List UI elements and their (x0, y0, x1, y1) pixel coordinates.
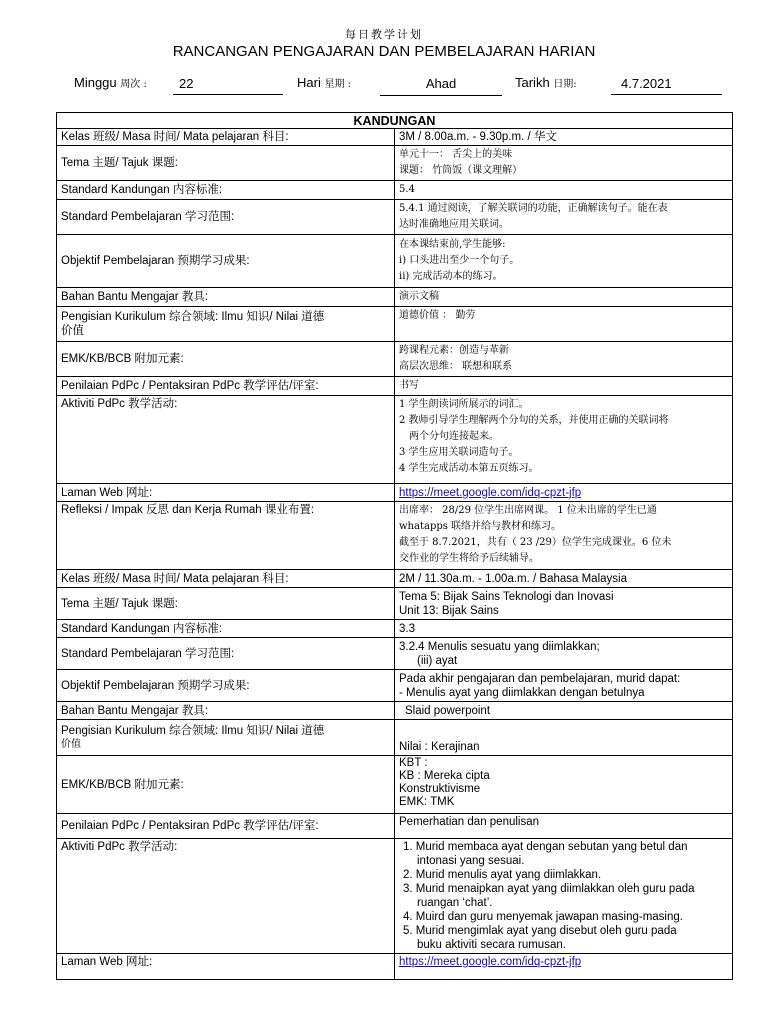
web-label: Laman Web 网址: (57, 484, 395, 502)
list-item: 2 教师引导学生理解两个分句的关系，并使用正确的关联词将 (399, 415, 669, 426)
chinese-title: 每日教学计划 (345, 28, 423, 41)
table-row (57, 638, 733, 670)
table-row (57, 288, 733, 307)
list-item: 2. Murid menulis ayat yang diimlakkan. (403, 869, 602, 881)
table-row (57, 502, 733, 570)
table-row (57, 620, 733, 638)
aktiviti-value (395, 839, 733, 954)
kelas-value: 3M / 8.00a.m. - 9.30p.m. / 华文 (395, 129, 733, 146)
pengisian-label: Pengisian Kurikulum 综合领域: Ilmu 知识/ Nilai 道德 价值 (57, 720, 395, 756)
tarikh-value[interactable]: 4.7.2021 (611, 76, 722, 95)
list-item: 1. Murid membaca ayat dengan sebutan yang betul dan intonasi yang sesuai. (403, 841, 688, 867)
web-label: Laman Web 网址: (57, 954, 395, 980)
objektif-value: Pada akhir pengajaran dan pembelajaran, murid dapat: - Menulis ayat yang diimlakkan dengan betulnya (395, 670, 733, 702)
emk-value: KBT : KB : Mereka cipta Konstruktivisme EMK: TMK (395, 756, 733, 814)
table-row (57, 235, 733, 288)
table-header: KANDUNGAN (57, 113, 733, 129)
sp-value: 3.2.4 Menulis sesuatu yang diimlakkan; (iii) ayat (395, 638, 733, 670)
bbm-value: 演示文稿 (395, 288, 733, 307)
list-item: 4 学生完成活动本第五页练习。 (399, 463, 539, 474)
table-row (57, 307, 733, 342)
bbm-label: Bahan Bantu Mengajar 教具: (57, 288, 395, 307)
table-row (57, 377, 733, 396)
sp-label: Standard Pembelajaran 学习范围: (57, 638, 395, 670)
pengisian-value: 道德价值 ： 勤劳 (395, 307, 733, 342)
refleksi-value: 出席率： 28/29 位学生出席网课。 1 位未出席的学生已通 whatapps 联络并给与教材和练习。 截至于 8.7.2021，共有（ 23 /29）位学生完成课业。6 位未 交作业的学生将给予后续辅导。 (395, 502, 733, 570)
table-row (57, 342, 733, 377)
list-item: 5. Murid mengimlak ayat yang disebut oleh guru pada buku aktiviti secara rumusan. (403, 925, 677, 951)
table-row (57, 756, 733, 814)
objektif-value: 在本课结束前,学生能够: i) 口头进出至少一个句子。 ii) 完成活动本的练习。 (395, 235, 733, 288)
penilaian-label: Penilaian PdPc / Pentaksiran PdPc 教学评估/评室: (57, 814, 395, 839)
pengisian-label: Pengisian Kurikulum 综合领域: Ilmu 知识/ Nilai 道德 价值 (57, 307, 395, 342)
penilaian-value: 书写 (395, 377, 733, 396)
list-item: 4. Muird dan guru menyemak jawapan masing-masing. (403, 911, 683, 923)
table-row (57, 181, 733, 200)
aktiviti-label: Aktiviti PdPc 教学活动: (57, 839, 395, 954)
list-item: 两个分句连接起来。 (409, 431, 499, 442)
table-row (57, 129, 733, 146)
table-row (57, 146, 733, 181)
list-item: 3 学生应用关联词造句子。 (399, 447, 519, 458)
sk-label: Standard Kandungan 内容标准: (57, 181, 395, 200)
table-row (57, 484, 733, 502)
tema-label: Tema 主题/ Tajuk 课题: (57, 146, 395, 181)
table-row (57, 720, 733, 756)
hari-value[interactable]: Ahad (380, 76, 502, 96)
kelas-label: Kelas 班级/ Masa 时间/ Mata pelajaran 科目: (57, 570, 395, 588)
emk-value: 跨课程元素：创造与革新 高层次思维： 联想和联系 (395, 342, 733, 377)
kelas-label: Kelas 班级/ Masa 时间/ Mata pelajaran 科目: (57, 129, 395, 146)
page-title: RANCANGAN PENGAJARAN DAN PEMBELAJARAN HARIAN (172, 43, 596, 60)
bbm-label: Bahan Bantu Mengajar 教具: (57, 702, 395, 720)
sk-label: Standard Kandungan 内容标准: (57, 620, 395, 638)
bbm-value: Slaid powerpoint (395, 702, 733, 720)
penilaian-value: Pemerhatian dan penulisan (395, 814, 733, 839)
table-row (57, 396, 733, 484)
web-link[interactable]: https://meet.google.com/idq-cpzt-jfp (395, 484, 733, 502)
aktiviti-value (395, 396, 733, 484)
web-link[interactable]: https://meet.google.com/idq-cpzt-jfp (395, 954, 733, 980)
tema-value: Tema 5: Bijak Sains Teknologi dan Inovasi Unit 13: Bijak Sains (395, 588, 733, 620)
list-item: 3. Murid menaipkan ayat yang diimlakkan oleh guru pada ruangan ‘chat’. (403, 883, 695, 909)
emk-label: EMK/KB/BCB 附加元素: (57, 342, 395, 377)
table-row (57, 954, 733, 980)
hari-label: Hari 星期 : (297, 75, 352, 90)
sk-value: 3.3 (395, 620, 733, 638)
sk-value: 5.4 (395, 181, 733, 200)
emk-label: EMK/KB/BCB 附加元素: (57, 756, 395, 814)
aktiviti-label: Aktiviti PdPc 教学活动: (57, 396, 395, 484)
minggu-label: Minggu 周次 : (74, 75, 147, 90)
kelas-value: 2M / 11.30a.m. - 1.00a.m. / Bahasa Malaysia (395, 570, 733, 588)
table-row (57, 200, 733, 235)
tarikh-label: Tarikh 日期: (515, 75, 577, 90)
objektif-label: Objektif Pembelajaran 预期学习成果: (57, 670, 395, 702)
table-row (57, 839, 733, 954)
table-row (57, 814, 733, 839)
objektif-label: Objektif Pembelajaran 预期学习成果: (57, 235, 395, 288)
table-row (57, 702, 733, 720)
lesson-plan-table (56, 112, 733, 980)
table-row (57, 588, 733, 620)
minggu-value[interactable]: 22 (173, 76, 283, 95)
sp-value: 5.4.1 通过阅读，了解关联词的功能，正确解读句子。能在表 达时准确地应用关联词。 (395, 200, 733, 235)
table-row (57, 670, 733, 702)
tema-value: 单元十一： 舌尖上的美味 课题： 竹筒饭（课文理解） (395, 146, 733, 181)
list-item: 1 学生朗读词所展示的词汇。 (399, 399, 529, 410)
refleksi-label: Refleksi / Impak 反思 dan Kerja Rumah 课业布置: (57, 502, 395, 570)
penilaian-label: Penilaian PdPc / Pentaksiran PdPc 教学评估/评室: (57, 377, 395, 396)
tema-label: Tema 主题/ Tajuk 课题: (57, 588, 395, 620)
table-row (57, 570, 733, 588)
pengisian-value: Nilai : Kerajinan (395, 720, 733, 756)
sp-label: Standard Pembelajaran 学习范围: (57, 200, 395, 235)
